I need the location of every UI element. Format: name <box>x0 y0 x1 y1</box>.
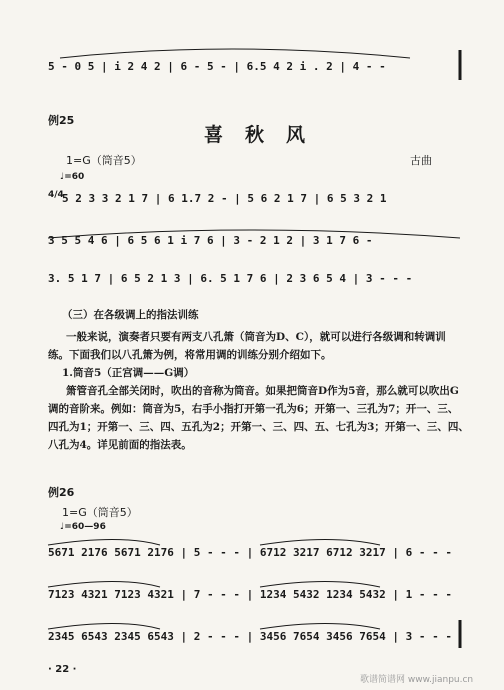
para-line-1: 一般来说，演奏者只要有两支八孔箫（筒音为D、C），就可以进行各级调和转调训 <box>66 331 446 343</box>
ex26-tempo-mark: ♩=60—96 <box>60 522 106 532</box>
slur-top <box>60 49 410 58</box>
ex25-line-3: 3. 5 1 7 | 6 5 2 1 3 | 6. 5 1 7 6 | 2 3 6 5 4 | 3 - - - <box>48 272 413 285</box>
ex26-line-2: 7123 4321 7123 4321 | 7 - - - | 1234 5432 1234 5432 | 1 - - - <box>48 588 452 601</box>
para-line-5: 调的音阶来。例如：筒音为5，右手小指打开第一孔为6；开第一、三孔为7；开一、三、 <box>48 403 459 415</box>
watermark: 歌谱简谱网 www.jianpu.cn <box>360 675 474 685</box>
song-title: 喜秋风 <box>204 124 328 146</box>
slur-ex26-3a <box>48 624 160 630</box>
slur-ex26-1a <box>48 540 160 546</box>
key-signature: 1=G（筒音5） <box>66 154 142 167</box>
ex25-line-1: 5 2 3 3 2 1 7 | 6 1.7 2 - | 5 6 2 1 7 | 6 5 3 2 1 <box>62 192 387 205</box>
para-line-6: 四孔为1；开第一、三、四、五孔为2；开第一、三、四、五、七孔为3；开第一、三、四、 <box>48 421 469 433</box>
section-heading: （三）在各级调上的指法训练 <box>62 309 199 321</box>
time-signature: 4/4 <box>48 190 64 200</box>
ex26-line-1: 5671 2176 5671 2176 | 5 - - - | 6712 3217 6712 3217 | 6 - - - <box>48 546 452 559</box>
slur-ex26-2b <box>260 582 380 588</box>
para-line-3: 1.筒音5（正宫调——G调） <box>62 367 195 379</box>
source-label: 古曲 <box>410 154 432 167</box>
para-line-2: 练。下面我们以八孔箫为例，将常用调的训练分别介绍如下。 <box>48 349 332 361</box>
slur-ex26-1b <box>260 540 380 546</box>
ex25-line-2: 3 5 5 4 6 | 6 5 6 1 i 7 6 | 3 - 2 1 2 | 3 1 7 6 - <box>48 234 373 247</box>
tempo-mark: ♩=60 <box>60 172 85 182</box>
ex26-key-signature: 1=G（筒音5） <box>62 506 138 519</box>
ex26-line-3: 2345 6543 2345 6543 | 2 - - - | 3456 7654 3456 7654 | 3 - - - <box>48 630 452 643</box>
para-line-4: 箫管音孔全部关闭时，吹出的音称为筒音。如果把筒音D作为5音，那么就可以吹出G <box>66 385 459 397</box>
top-notation-line: 5 - 0 5 | i 2 4 2 | 6 - 5 - | 6.5 4 2 i . 2 | 4 - - <box>48 60 386 73</box>
para-line-7: 八孔为4。详见前面的指法表。 <box>48 439 192 451</box>
example-25-label: 例25 <box>48 114 75 127</box>
slur-ex25-2 <box>48 230 460 238</box>
slur-ex26-2a <box>48 582 160 588</box>
example-26-label: 例26 <box>48 486 75 499</box>
page-number: · 22 · <box>48 664 77 675</box>
slur-ex26-3b <box>260 624 380 630</box>
